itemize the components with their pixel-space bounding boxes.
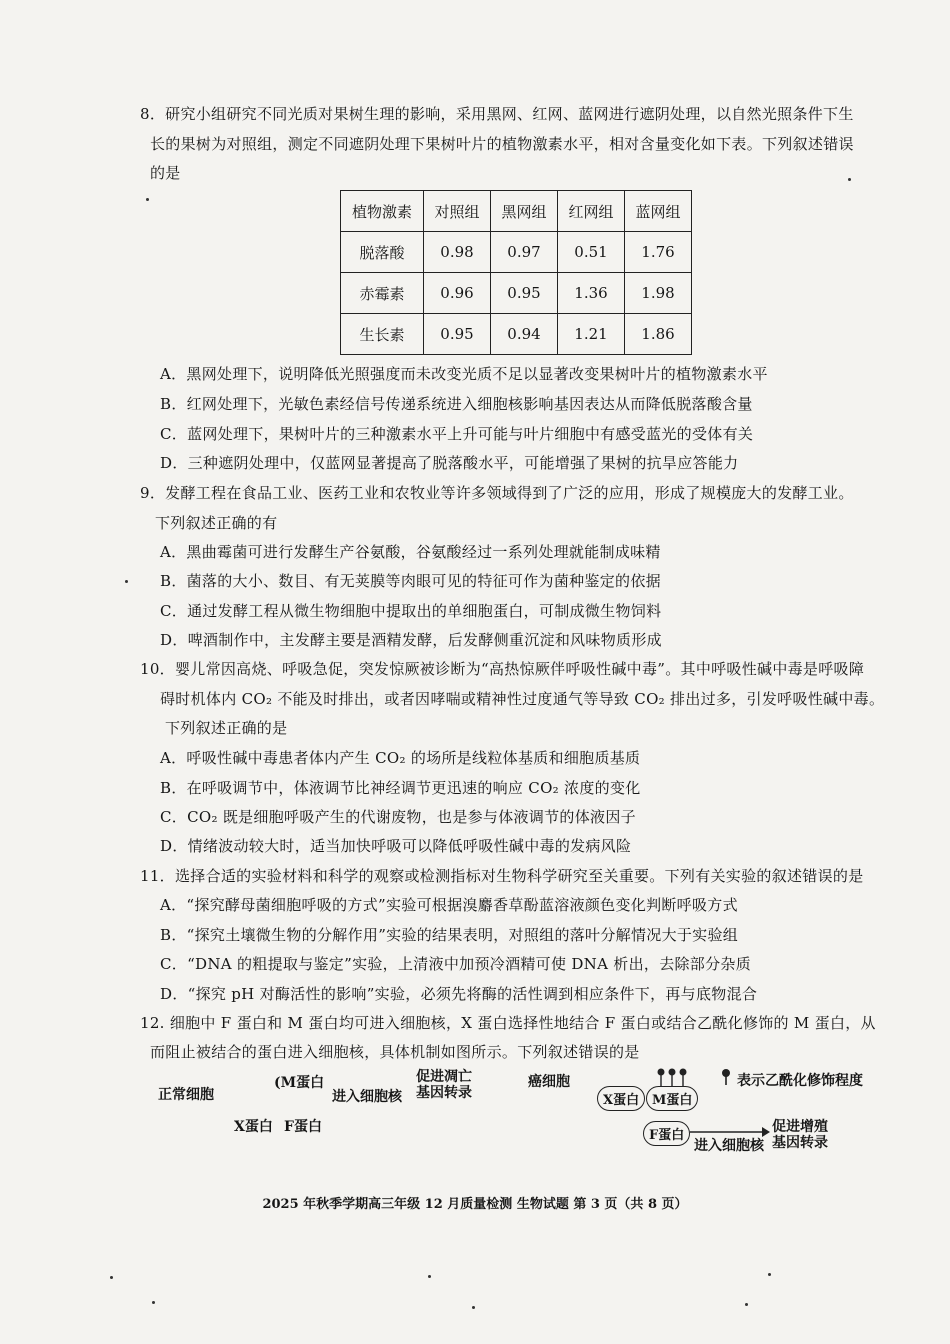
q12-stem-line-1: 12. 细胞中 F 蛋白和 M 蛋白均可进入细胞核，X 蛋白选择性地结合 F 蛋白或结合乙酰化修饰的 M 蛋白，从 [140, 1014, 876, 1032]
table-header: 植物激素 [341, 191, 424, 232]
scan-speck [110, 1276, 113, 1279]
q10-option-c: C．CO₂ 既是细胞呼吸产生的代谢废物，也是参与体液调节的体液因子 [160, 808, 636, 826]
table-cell: 1.98 [625, 273, 692, 314]
scan-speck [125, 580, 128, 583]
scan-speck [472, 1306, 475, 1309]
apoptosis-label-line-2: 基因转录 [416, 1085, 472, 1101]
q8-option-d: D．三种遮阴处理中，仅蓝网显著提高了脱落酸水平，可能增强了果树的抗旱应答能力 [160, 454, 739, 472]
scan-speck [428, 1275, 431, 1278]
table-cell: 0.98 [424, 232, 491, 273]
scan-speck [768, 1273, 771, 1276]
table-row [341, 273, 692, 314]
q8-option-c: C．蓝网处理下，果树叶片的三种激素水平上升可能与叶片细胞中有感受蓝光的受体有关 [160, 425, 754, 443]
table-cell: 赤霉素 [341, 273, 424, 314]
table-cell: 生长素 [341, 314, 424, 355]
q9-stem-line-1: 9．发酵工程在食品工业、医药工业和农牧业等许多领域得到了广泛的应用，形成了规模庞大的发酵工业。 [140, 484, 854, 502]
scan-speck [152, 1301, 155, 1304]
q9-option-b: B．菌落的大小、数目、有无荚膜等肉眼可见的特征可作为菌种鉴定的依据 [160, 572, 661, 590]
enter-nucleus-label-left: 进入细胞核 [332, 1089, 402, 1105]
q10-stem-line-1: 10．婴儿常因高烧、呼吸急促，突发惊厥被诊断为“高热惊厥伴呼吸性碱中毒”。其中呼吸性碱中毒是呼吸障 [140, 660, 865, 678]
f-protein-pill-right: F蛋白 [643, 1121, 690, 1146]
enter-nucleus-label-right: 进入细胞核 [694, 1138, 764, 1154]
q10-option-a: A．呼吸性碱中毒患者体内产生 CO₂ 的场所是线粒体基质和细胞质基质 [160, 749, 641, 767]
q12-stem-line-2: 而阻止被结合的蛋白进入细胞核，具体机制如图所示。下列叙述错误的是 [150, 1043, 640, 1061]
scan-speck [146, 198, 149, 201]
table-cell: 0.94 [491, 314, 558, 355]
proliferation-label-line-1: 促进增殖 [772, 1119, 828, 1135]
table-cell: 0.95 [491, 273, 558, 314]
q8-stem-line-2: 长的果树为对照组，测定不同遮阴处理下果树叶片的植物激素水平，相对含量变化如下表。下列叙述错误 [150, 135, 854, 153]
cancer-cell-label: 癌细胞 [528, 1074, 570, 1090]
table-cell: 0.96 [424, 273, 491, 314]
q9-option-c: C．通过发酵工程从微生物细胞中提取出的单细胞蛋白，可制成微生物饲料 [160, 602, 662, 620]
q11-option-c: C．“DNA 的粗提取与鉴定”实验，上清液中加预冷酒精可使 DNA 析出，去除部分杂质 [160, 955, 751, 973]
q11-option-d: D．“探究 pH 对酶活性的影响”实验，必须先将酶的活性调到相应条件下，再与底物混合 [160, 985, 758, 1003]
hormone-table [340, 190, 692, 355]
table-cell: 1.21 [558, 314, 625, 355]
q11-stem-line-1: 11．选择合适的实验材料和科学的观察或检测指标对生物科学研究至关重要。下列有关实验的叙述错误的是 [140, 867, 864, 885]
f-protein-label-left: F蛋白 [284, 1119, 322, 1135]
m-protein-label-left: (M蛋白 [274, 1075, 325, 1091]
table-header: 蓝网组 [625, 191, 692, 232]
q11-option-b: B．“探究土壤微生物的分解作用”实验的结果表明，对照组的落叶分解情况大于实验组 [160, 926, 739, 944]
q11-option-a: A．“探究酵母菌细胞呼吸的方式”实验可根据溴麝香草酚蓝溶液颜色变化判断呼吸方式 [160, 896, 738, 914]
m-protein-pill-right: M蛋白 [646, 1086, 698, 1111]
q10-option-b: B．在呼吸调节中，体液调节比神经调节更迅速的响应 CO₂ 浓度的变化 [160, 779, 641, 797]
table-cell: 0.97 [491, 232, 558, 273]
scan-speck [848, 178, 851, 181]
apoptosis-label-line-1: 促进凋亡 [416, 1069, 472, 1085]
table-cell: 0.51 [558, 232, 625, 273]
scan-speck [745, 1303, 748, 1306]
table-header: 对照组 [424, 191, 491, 232]
q9-stem-line-2: 下列叙述正确的有 [155, 514, 278, 532]
q8-stem-line-1: 8．研究小组研究不同光质对果树生理的影响，采用黑网、红网、蓝网进行遮阴处理，以自然光照条件下生 [140, 105, 854, 123]
table-row [341, 314, 692, 355]
q9-option-d: D．啤酒制作中，主发酵主要是酒精发酵，后发酵侧重沉淀和风味物质形成 [160, 631, 662, 649]
legend-label: 表示乙酰化修饰程度 [737, 1073, 863, 1089]
q10-stem-line-3: 下列叙述正确的是 [165, 719, 288, 737]
q10-option-d: D．情绪波动较大时，适当加快呼吸可以降低呼吸性碱中毒的发病风险 [160, 837, 632, 855]
table-header: 黑网组 [491, 191, 558, 232]
acetylation-pin-icon [719, 1068, 733, 1086]
table-cell: 1.36 [558, 273, 625, 314]
table-cell: 脱落酸 [341, 232, 424, 273]
proliferation-label-line-2: 基因转录 [772, 1135, 828, 1151]
q8-option-a: A．黑网处理下，说明降低光照强度而未改变光质不足以显著改变果树叶片的植物激素水平 [160, 365, 768, 383]
table-header: 红网组 [558, 191, 625, 232]
page-footer: 2025 年秋季学期高三年级 12 月质量检测 生物试题 第 3 页（共 8 页） [262, 1197, 688, 1212]
q8-stem-line-3: 的是 [150, 164, 181, 182]
table-header-row [341, 191, 692, 232]
table-cell: 0.95 [424, 314, 491, 355]
table-cell: 1.86 [625, 314, 692, 355]
table-cell: 1.76 [625, 232, 692, 273]
table-row [341, 232, 692, 273]
x-protein-label-left: X蛋白 [234, 1119, 273, 1135]
q10-stem-line-2: 碍时机体内 CO₂ 不能及时排出，或者因哮喘或精神性过度通气等导致 CO₂ 排出过多，引发呼吸性碱中毒。 [160, 690, 885, 708]
q9-option-a: A．黑曲霉菌可进行发酵生产谷氨酸，谷氨酸经过一系列处理就能制成味精 [160, 543, 661, 561]
q8-option-b: B．红网处理下，光敏色素经信号传递系统进入细胞核影响基因表达从而降低脱落酸含量 [160, 395, 753, 413]
x-protein-pill-right: X蛋白 [597, 1086, 645, 1111]
normal-cell-label: 正常细胞 [158, 1087, 214, 1103]
